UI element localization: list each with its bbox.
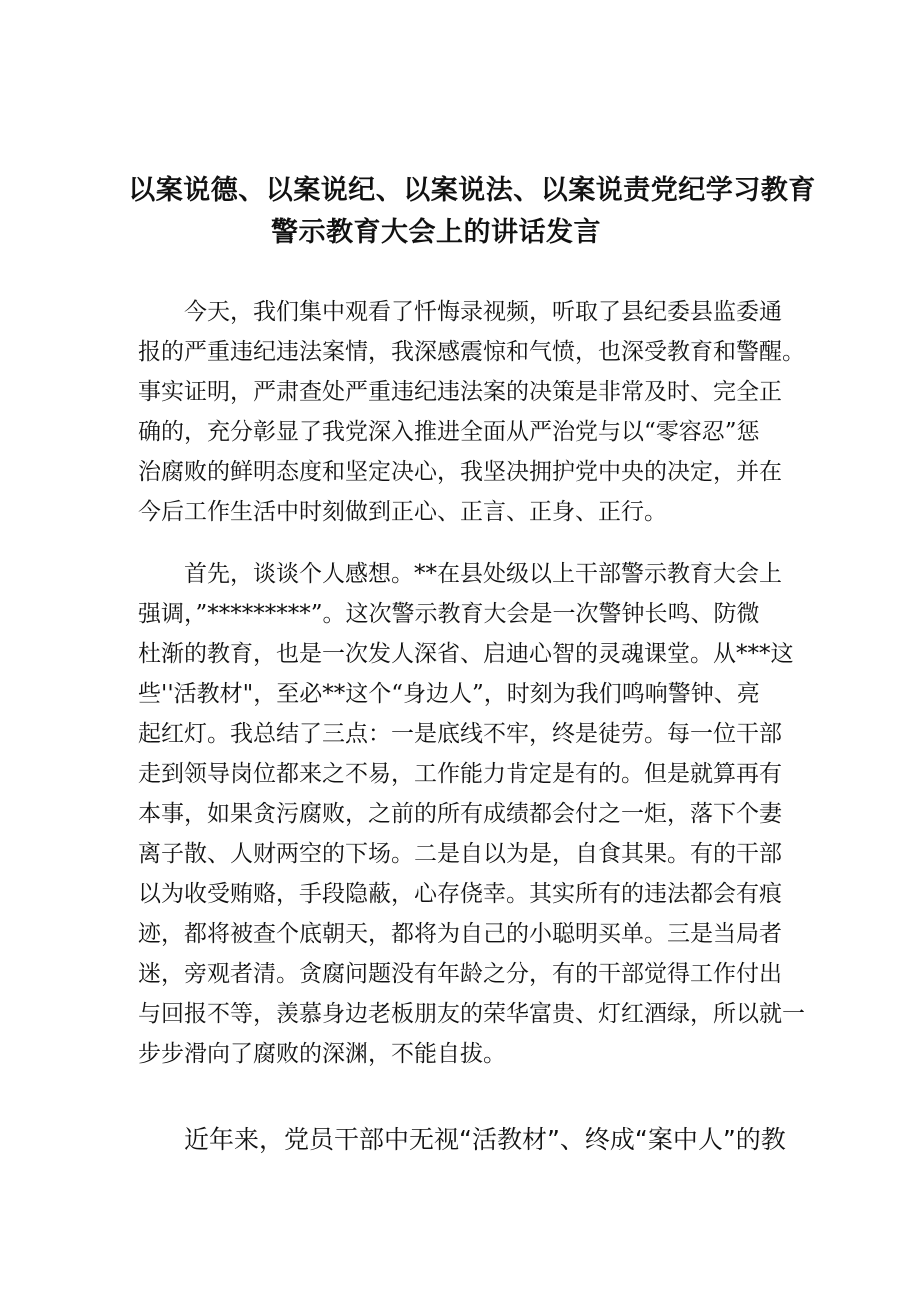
- paragraph-line: 事实证明，严肃查处严重违纪违法案的决策是非常及时、完全正: [138, 379, 782, 405]
- paragraph-line: 起红灯。我总结了三点：一是底线不牢，终是徒劳。每一位干部: [138, 721, 782, 747]
- paragraph-line: 与回报不等，羡慕身边老板朋友的荣华富贵、灯红酒绿，所以就一: [138, 1001, 805, 1027]
- paragraph-line: 迹，都将被查个底朝天，都将为自己的小聪明买单。三是当局者: [138, 921, 782, 947]
- paragraph-line: 今后工作生活中时刻做到正心、正言、正身、正行。: [138, 499, 667, 525]
- paragraph-line: 报的严重违纪违法案情，我深感震惊和气愤，也深受教育和警醒。: [138, 339, 805, 365]
- paragraph-line: 今天，我们集中观看了忏悔录视频，听取了县纪委县监委通: [184, 299, 782, 325]
- paragraph-line: 离子散、人财两空的下场。二是自以为是，自食其果。有的干部: [138, 841, 782, 867]
- paragraph-line: 迷，旁观者清。贪腐问题没有年龄之分，有的干部觉得工作付出: [138, 961, 782, 987]
- paragraph-line: 杜渐的教育，也是一次发人深省、启迪心智的灵魂课堂。从***这: [138, 641, 794, 667]
- paragraph-line: 走到领导岗位都来之不易，工作能力肯定是有的。但是就算再有: [138, 761, 782, 787]
- paragraph-line: 本事，如果贪污腐败，之前的所有成绩都会付之一炬，落下个妻: [138, 801, 782, 827]
- paragraph-line: 些''活教材"，至必**这个“身边人”，时刻为我们鸣响警钟、亮: [138, 681, 760, 707]
- document-title-line-2: 警示教育大会上的讲话发言: [271, 217, 601, 248]
- paragraph-line: 确的，充分彰显了我党深入推进全面从严治党与以“零容忍”惩: [138, 419, 760, 445]
- paragraph-line: 首先，谈谈个人感想。**在县处级以上干部警示教育大会上: [184, 561, 782, 587]
- document-title-line-1: 以案说德、以案说纪、以案说法、以案说责党纪学习教育: [128, 175, 816, 206]
- paragraph-3: 近年来，党员干部中无视“活教材”、终成“案中人”的教: [184, 1125, 786, 1154]
- paragraph-line: 以为收受贿赂，手段隐蔽，心存侥幸。其实所有的违法都会有痕: [138, 881, 782, 907]
- paragraph-line: 步步滑向了腐败的深渊，不能自拔。: [138, 1041, 506, 1067]
- paragraph-line: 强调，”*********”。这次警示教育大会是一次警钟长鸣、防微: [138, 601, 760, 627]
- paragraph-line: 治腐败的鲜明态度和坚定决心，我坚决拥护党中央的决定，并在: [138, 459, 782, 485]
